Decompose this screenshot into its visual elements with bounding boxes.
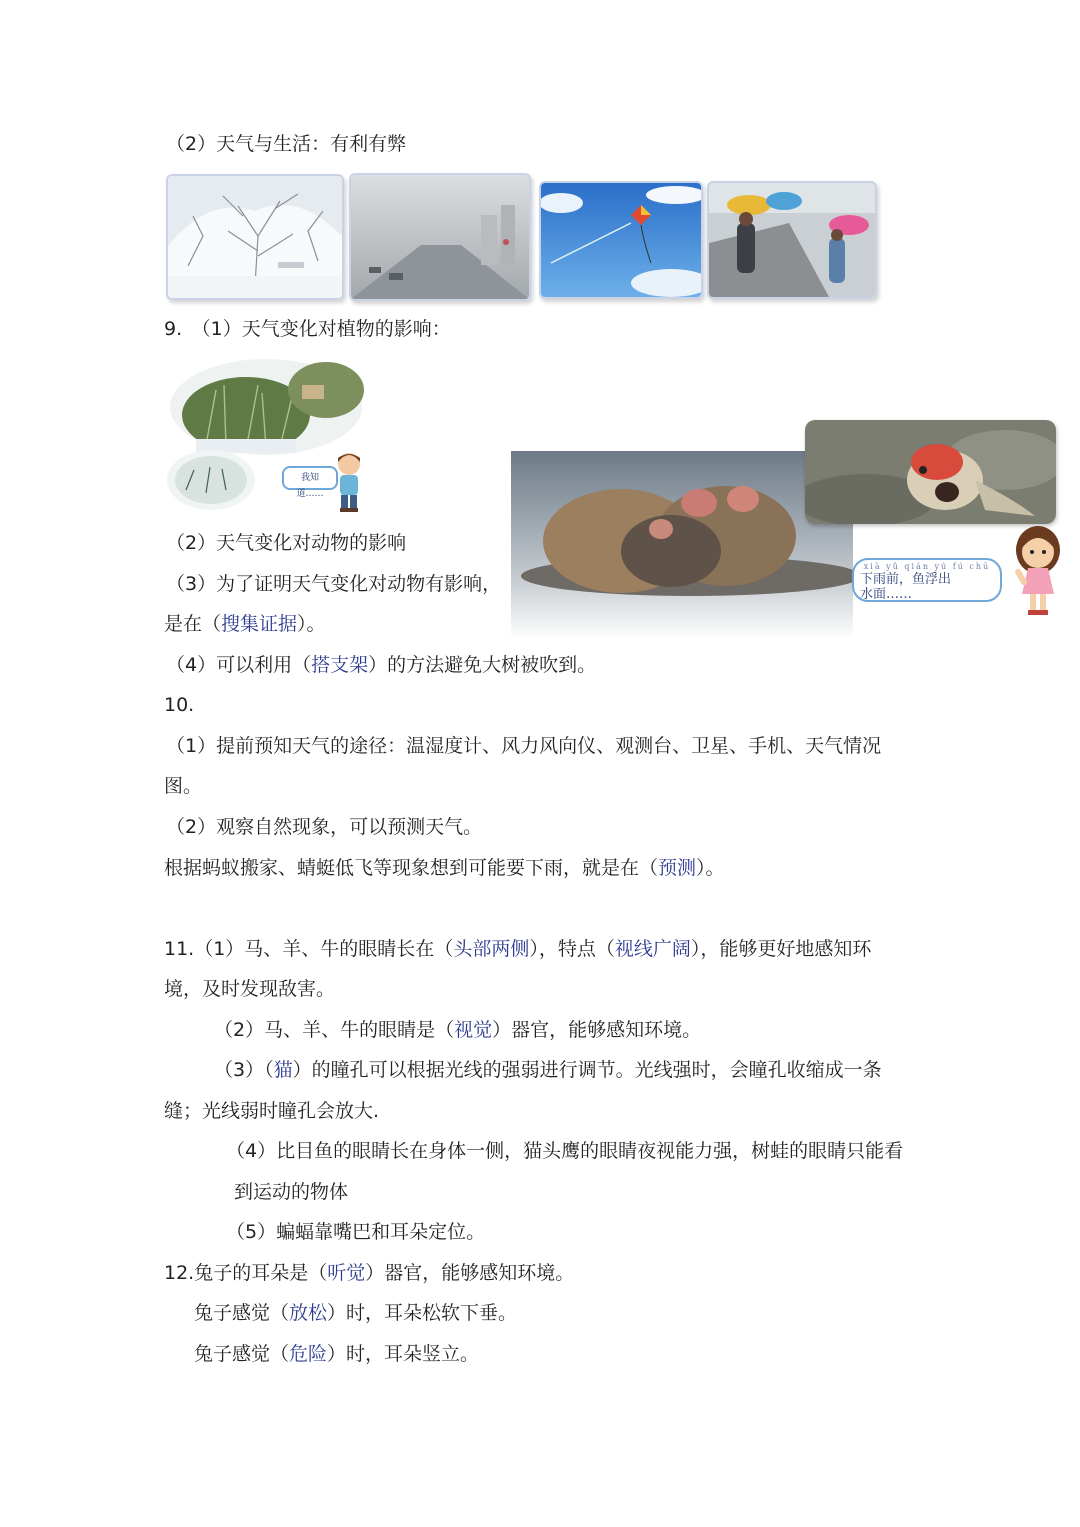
item-10-number: 10. [164, 694, 195, 716]
fog-road-photo [349, 173, 531, 301]
answer-danger: 危险 [289, 1343, 328, 1365]
girl-speech-bubble [852, 558, 1002, 602]
item-11-2 [214, 1017, 701, 1043]
bubble-line-1: 下雨前，鱼浮出 [860, 572, 952, 587]
answer-collect-evidence: 搜集证据 [221, 613, 298, 635]
item-11-1-line-a [164, 936, 871, 962]
answer-head-sides: 头部两侧 [453, 938, 530, 960]
item-10-1-line-b: 图。 [164, 775, 203, 797]
boy-figure-icon [332, 450, 366, 514]
text-segment: ）。 [297, 613, 326, 635]
answer-wide-view: 视线广阔 [614, 938, 691, 960]
answer-hearing: 听觉 [327, 1262, 366, 1284]
snowy-tree-photo [166, 174, 344, 300]
item-9-3-line-a: （3）为了证明天气变化对动物有影响， [166, 573, 502, 595]
answer-relaxed: 放松 [289, 1302, 328, 1324]
text-segment: ）器官，能够感知环境。 [365, 1262, 575, 1284]
item-10-1-line-a: （1）提前预知天气的途径：温湿度计、风力风向仪、观测台、卫星、手机、天气情况 [166, 735, 882, 757]
text-segment: ）的瞳孔可以根据光线的强弱进行调节。光线强时，会瞳孔收缩成一条 [292, 1059, 882, 1081]
text-segment: 根据蚂蚁搬家、蜻蜓低飞等现象想到可能要下雨，就是在（ [164, 857, 659, 879]
bubble-pinyin: xià yǔ qián yú fú chū [863, 562, 991, 571]
text-segment: （2）马、羊、牛的眼睛是（ [214, 1019, 455, 1041]
text-segment: ），能够更好地感知环 [690, 938, 872, 960]
text-segment: ）时，耳朵松软下垂。 [327, 1302, 518, 1324]
text-segment: ）时，耳朵竖立。 [327, 1343, 480, 1365]
item-12-3 [194, 1341, 479, 1367]
fish-surfacing-photo [805, 420, 1056, 524]
item-12-2 [194, 1300, 517, 1326]
text-segment: 11.（1）马、羊、牛的眼睛长在（ [164, 938, 454, 960]
kite-sky-photo [539, 181, 703, 299]
item-11-4-line-b: 到运动的物体 [234, 1181, 349, 1203]
item-9-4 [166, 652, 596, 678]
answer-support-frame: 搭支架 [311, 654, 369, 676]
item-9-2: （2）天气变化对动物的影响 [166, 532, 407, 554]
text-segment: ）器官，能够感知环境。 [492, 1019, 702, 1041]
text-segment: 兔子感觉（ [194, 1302, 290, 1324]
item-9-3-line-b [164, 611, 326, 637]
item-11-5: （5）蝙蝠靠嘴巴和耳朵定位。 [226, 1221, 486, 1243]
answer-predict: 预测 [658, 857, 697, 879]
bubble-line-2: 水面…… [860, 587, 913, 602]
answer-vision: 视觉 [454, 1019, 493, 1041]
item-11-3-line-a [214, 1057, 882, 1083]
kid-speech-bubble: 我知道…… [282, 466, 338, 490]
item-11-1-line-b: 境，及时发现敌害。 [164, 978, 336, 1000]
text-segment: 是在（ [164, 613, 222, 635]
monkeys-huddling-photo [511, 451, 853, 639]
item-12-1 [164, 1260, 574, 1286]
windy-rain-photo [707, 181, 877, 299]
text-segment: 兔子感觉（ [194, 1343, 290, 1365]
text-segment: （3）（ [214, 1059, 274, 1081]
text-segment: ），特点（ [529, 938, 615, 960]
item-9-1: 9. （1）天气变化对植物的影响： [164, 318, 451, 340]
text-segment: ）的方法避免大树被吹到。 [368, 654, 597, 676]
item-10-3 [164, 855, 725, 881]
item-11-3-line-b: 缝；光线弱时瞳孔会放大. [164, 1100, 380, 1122]
answer-cat: 猫 [273, 1059, 293, 1081]
item-11-4-line-a: （4）比目鱼的眼睛长在身体一侧，猫头鹰的眼睛夜视能力强，树蛙的眼睛只能看 [226, 1140, 904, 1162]
girl-figure-icon [1006, 522, 1066, 618]
item-10-2: （2）观察自然现象，可以预测天气。 [166, 816, 483, 838]
text-segment: （4）可以利用（ [166, 654, 312, 676]
text-segment: ）。 [696, 857, 725, 879]
text-segment: 12.兔子的耳朵是（ [164, 1262, 328, 1284]
weather-life-heading: （2）天气与生活：有利有弊 [166, 133, 407, 155]
